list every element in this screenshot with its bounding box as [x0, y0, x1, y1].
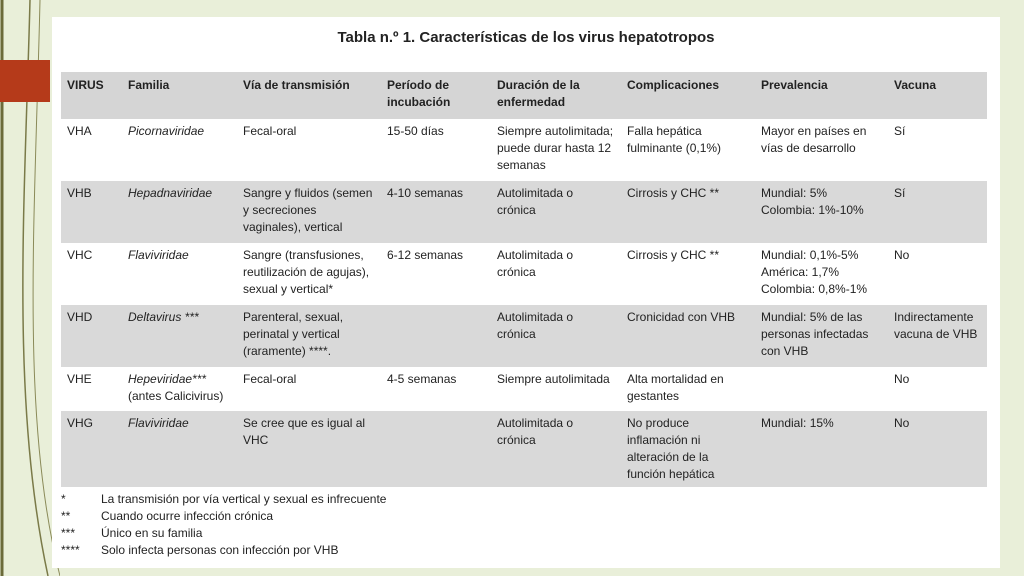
cell-vacuna: No [888, 411, 987, 487]
cell-familia [122, 243, 237, 305]
header-vacuna: Vacuna [888, 72, 987, 119]
footnote-text: Solo infecta personas con infección por VHB [101, 543, 339, 557]
cell-complicaciones: Falla hepática fulminante (0,1%) [627, 124, 722, 155]
cell-duracion: Siempre autolimitada; puede durar hasta 12 semanas [497, 124, 614, 172]
slide [52, 17, 1000, 568]
cell-periodo [381, 305, 491, 367]
table-row [61, 243, 987, 305]
cell-familia [122, 305, 237, 367]
cell-via: Sangre (transfusiones, reutilización de agujas), sexual y vertical* [243, 248, 370, 296]
cell-duracion: Siempre autolimitada [497, 372, 610, 386]
cell-virus: VHE [67, 372, 92, 386]
cell-virus: VHA [67, 124, 92, 138]
cell-via: Sangre y fluidos (semen y secreciones vaginales), vertical [237, 181, 381, 243]
cell-complicaciones: Cirrosis y CHC ** [627, 248, 720, 262]
cell-periodo: 4-5 semanas [387, 372, 457, 386]
footnote [61, 542, 386, 559]
footnote-mark: ** [61, 509, 71, 523]
cell-via: Se cree que es igual al VHC [237, 411, 381, 487]
cell-virus: VHC [67, 248, 93, 262]
cell-vacuna: Indirectamente vacuna de VHB [888, 305, 987, 367]
cell-prevalencia [755, 367, 888, 411]
cell-periodo: 6-12 semanas [387, 248, 464, 262]
footnote-mark: *** [61, 526, 76, 540]
table-row [61, 181, 987, 243]
header-virus: VIRUS [61, 72, 122, 119]
cell-complicaciones: Cirrosis y CHC ** [621, 181, 755, 243]
cell-duracion: Autolimitada o crónica [491, 411, 621, 487]
cell-duracion: Autolimitada o crónica [491, 305, 621, 367]
cell-prevalencia: Mundial: 5% de las personas infectadas con VHB [755, 305, 888, 367]
familia-name: Deltavirus *** [128, 310, 199, 324]
header-prevalencia: Prevalencia [755, 72, 888, 119]
familia-name: Flaviviridae [128, 416, 189, 430]
table-header-row [61, 72, 987, 119]
cell-virus: VHB [61, 181, 122, 243]
cell-via: Fecal-oral [243, 124, 297, 138]
cell-duracion: Autolimitada o crónica [491, 181, 621, 243]
cell-vacuna: No [894, 372, 910, 386]
footnote-mark: * [61, 492, 66, 506]
cell-periodo [381, 411, 491, 487]
table-row [61, 305, 987, 367]
header-periodo: Período de incubación [381, 72, 491, 119]
familia-name: Flaviviridae [128, 248, 189, 262]
footnote [61, 491, 386, 508]
familia-name: Hepadnaviridae [128, 186, 213, 200]
cell-periodo: 4-10 semanas [381, 181, 491, 243]
cell-virus: VHG [61, 411, 122, 487]
red-accent-tab [0, 60, 50, 102]
familia-sub: (antes Calicivirus) [128, 389, 224, 403]
footnote-mark: **** [61, 543, 80, 557]
cell-prevalencia: Mundial: 5% Colombia: 1%-10% [755, 181, 888, 243]
cell-prevalencia: Mundial: 0,1%-5% América: 1,7% Colombia: 0,8%-1% [761, 248, 868, 296]
cell-vacuna: No [894, 248, 910, 262]
footnote-text: Cuando ocurre infección crónica [101, 509, 274, 523]
header-via: Vía de transmisión [237, 72, 381, 119]
table-title: Tabla n.º 1. Características de los virus hepatotropos [337, 29, 715, 46]
virus-table [61, 72, 987, 487]
cell-complicaciones: Alta mortalidad en gestantes [627, 372, 724, 403]
familia-name: Picornaviridae [128, 124, 205, 138]
table-row [61, 411, 987, 487]
table-row [61, 119, 987, 181]
cell-periodo: 15-50 días [387, 124, 444, 138]
footnote [61, 525, 386, 542]
header-familia: Familia [122, 72, 237, 119]
cell-complicaciones: Cronicidad con VHB [621, 305, 755, 367]
header-duracion: Duración de la enfermedad [491, 72, 621, 119]
table-row [61, 367, 987, 411]
footnote-text: Único en su familia [101, 526, 203, 540]
footnote [61, 508, 386, 525]
familia-name: Hepeviridae*** [128, 372, 207, 386]
cell-complicaciones: No produce inflamación ni alteración de la función hepática [621, 411, 755, 487]
cell-virus: VHD [61, 305, 122, 367]
cell-familia [122, 181, 237, 243]
cell-familia [122, 411, 237, 487]
cell-duracion: Autolimitada o crónica [497, 248, 574, 279]
cell-vacuna: Sí [894, 124, 906, 138]
cell-vacuna: Sí [888, 181, 987, 243]
cell-familia [122, 367, 237, 411]
cell-via: Fecal-oral [243, 372, 297, 386]
cell-prevalencia: Mundial: 15% [755, 411, 888, 487]
cell-via: Parenteral, sexual, perinatal y vertical (raramente) ****. [237, 305, 381, 367]
footnotes [61, 491, 386, 559]
header-complicaciones: Complicaciones [621, 72, 755, 119]
footnote-text: La transmisión por vía vertical y sexual es infrecuente [101, 492, 387, 506]
cell-prevalencia: Mayor en países en vías de desarrollo [761, 124, 867, 155]
cell-familia [122, 119, 237, 181]
